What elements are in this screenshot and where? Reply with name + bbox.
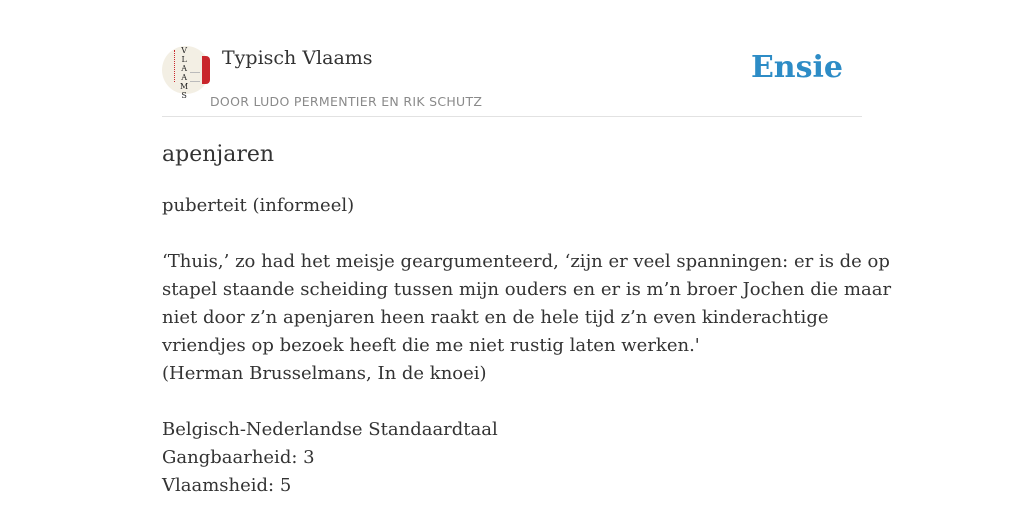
quote-line: niet door z’n apenjaren heen raakt en de hele tijd z’n even kinderachtige bbox=[162, 307, 829, 328]
header bbox=[162, 42, 862, 117]
entry-meta bbox=[162, 416, 862, 500]
logo-lines-decoration bbox=[190, 72, 200, 82]
blog-title[interactable]: Typisch Vlaams bbox=[222, 47, 373, 69]
entry-word: apenjaren bbox=[162, 142, 275, 167]
entry-quote bbox=[162, 248, 892, 388]
quote-line: vriendjes op bezoek heeft die me niet rustig laten werken.' bbox=[162, 335, 700, 356]
logo-dots-decoration bbox=[174, 50, 177, 82]
quote-source: (Herman Brusselmans, In de knoei) bbox=[162, 363, 487, 384]
logo-red-stripe bbox=[202, 56, 210, 84]
vlaamsheid-label: Vlaamsheid: 5 bbox=[162, 475, 292, 496]
quote-line: stapel staande scheiding tussen mijn ouders en er is m’n broer Jochen die maar bbox=[162, 279, 892, 300]
quote-line: ‘Thuis,’ zo had het meisje geargumenteerd, ‘zijn er veel spanningen: er is de op bbox=[162, 251, 890, 272]
ensie-brand-logo[interactable]: Ensie bbox=[750, 50, 843, 85]
gangbaarheid-label: Gangbaarheid: 3 bbox=[162, 447, 315, 468]
blog-authors: DOOR LUDO PERMENTIER EN RIK SCHUTZ bbox=[210, 94, 483, 109]
entry-content bbox=[162, 140, 892, 500]
logo-letters: V L A A M S bbox=[180, 46, 189, 100]
language-label: Belgisch-Nederlandse Standaardtaal bbox=[162, 419, 498, 440]
blog-logo[interactable] bbox=[162, 46, 210, 100]
entry-definition: puberteit (informeel) bbox=[162, 195, 355, 216]
